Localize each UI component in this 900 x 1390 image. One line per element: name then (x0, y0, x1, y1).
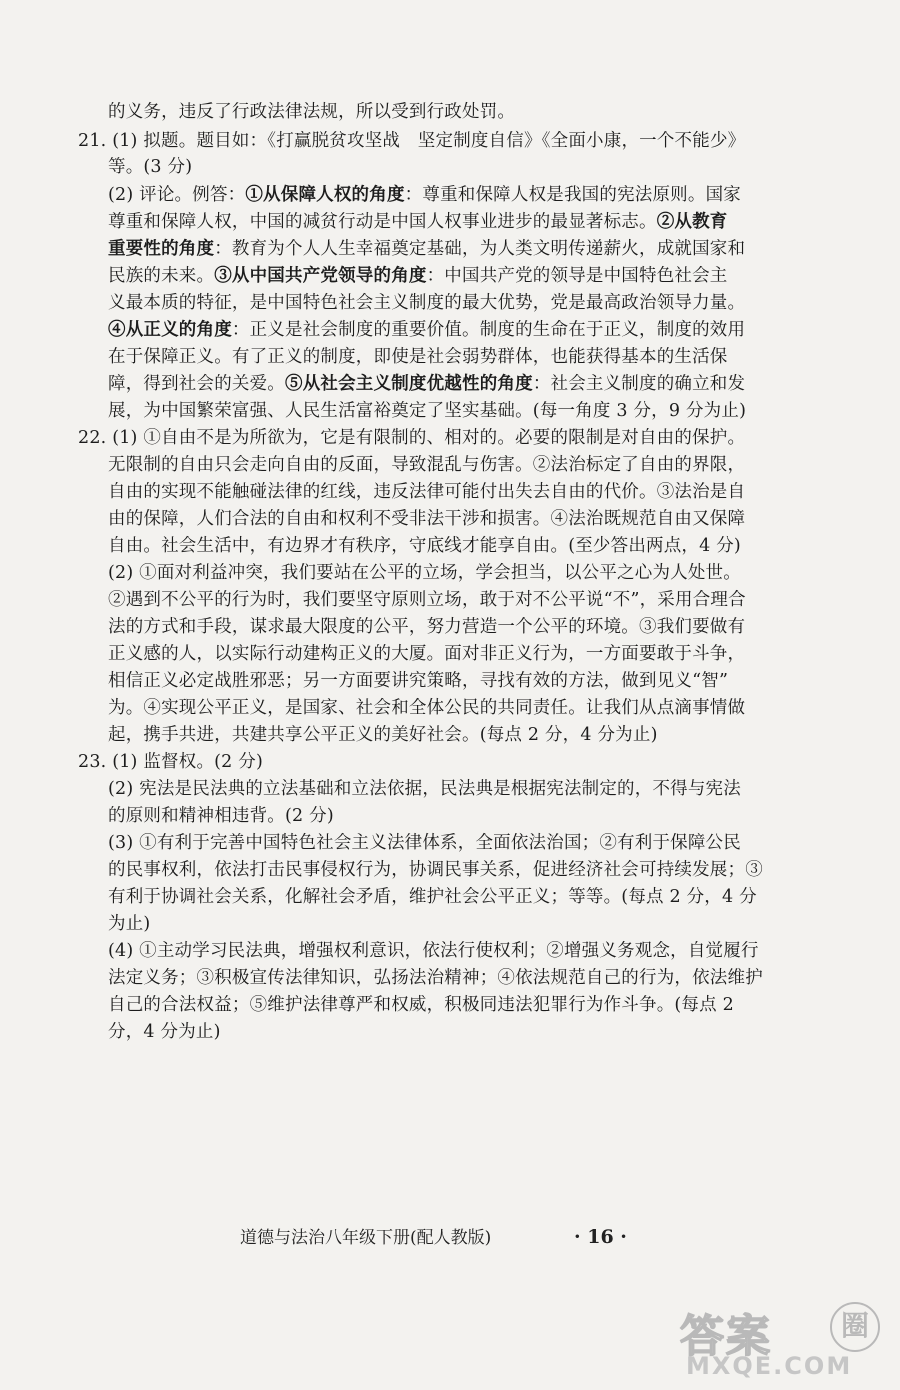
watermark-site: MXQE.COM (686, 1352, 853, 1380)
answer-text: 尊重和保障人权，中国的减贫行动是中国人权事业进步的最显著标志。 (108, 212, 657, 232)
text-line: 相信正义必定战胜邪恶；另一方面要讲究策略，寻找有效的方法，做到见义“智” (108, 671, 729, 691)
answer-prefix: (2) 评论。例答： (108, 185, 246, 205)
text-line (108, 264, 728, 288)
text-line: (2) 宪法是民法典的立法基础和立法依据，民法典是根据宪法制定的，不得与宪法 (108, 779, 741, 799)
question-23-line: 23. (1) 监督权。(2 分) (78, 752, 263, 772)
text-line: 自由的实现不能触碰法律的红线，违反法律可能付出失去自由的代价。③法治是自 (108, 482, 746, 502)
bold-angle-heading: ③从中国共产党领导的角度 (214, 266, 427, 286)
text-line: 有利于协调社会关系，化解社会矛盾，维护社会公平正义；等等。(每点 2 分，4 分 (108, 887, 757, 907)
text-line (108, 237, 745, 261)
answer-text: ：社会主义制度的确立和发 (532, 374, 746, 394)
text-line: 法定义务；③积极宣传法律知识，弘扬法治精神；④依法规范自己的行为，依法维护 (108, 968, 763, 988)
text-line: (2) ①面对利益冲突，我们要站在公平的立场，学会担当，以公平之心为人处世。 (108, 563, 741, 583)
text-line: 自己的合法权益；⑤维护法律尊严和权威，积极同违法犯罪行为作斗争。(每点 2 (108, 995, 734, 1015)
watermark-seal-icon: 圈 (830, 1302, 880, 1352)
bold-angle-heading: ②从教育 (656, 212, 728, 232)
bold-angle-heading: ①从保障人权的角度 (245, 185, 405, 205)
text-line (108, 183, 741, 207)
watermark-logo (680, 1300, 890, 1380)
text-line: 的原则和精神相违背。(2 分) (108, 806, 334, 826)
text-line: 由的保障，人们合法的自由和权利不受非法干涉和损害。④法治既规范自由又保障 (108, 509, 746, 529)
text-line (108, 372, 745, 396)
text-line: 自由。社会生活中，有边界才有秩序，守底线才能享自由。(至少答出两点，4 分) (108, 536, 741, 556)
question-21-line: 21. (1) 拟题。题目如：《打赢脱贫攻坚战 坚定制度自信》《全面小康，一个不能少》 (78, 131, 746, 151)
text-line: 的义务，违反了行政法律法规，所以受到行政处罚。 (108, 102, 516, 122)
text-line: 起，携手共进，共建共享公平正义的美好社会。(每点 2 分，4 分为止) (108, 725, 658, 745)
answer-text: ：正义是社会制度的重要价值。制度的生命在于正义，制度的效用 (231, 320, 746, 340)
answer-text: ：中国共产党的领导是中国特色社会主 (426, 266, 728, 286)
text-line: 的民事权利，依法打击民事侵权行为，协调民事关系，促进经济社会可持续发展；③ (108, 860, 763, 880)
question-22-line: 22. (1) ①自由不是为所欲为，它是有限制的、相对的。必要的限制是对自由的保护。 (78, 428, 746, 448)
text-line: ②遇到不公平的行为时，我们要坚守原则立场，敢于对不公平说“不”，采用合理合 (108, 590, 746, 610)
text-line: 分，4 分为止) (108, 1022, 221, 1042)
answer-text: 障，得到社会的关爱。 (108, 374, 285, 394)
text-line: 正义感的人，以实际行动建构正义的大厦。面对非正义行为，一方面要敢于斗争， (108, 644, 746, 664)
text-line (108, 210, 728, 234)
text-line: 无限制的自由只会走向自由的反面，导致混乱与伤害。②法治标定了自由的界限， (108, 455, 746, 475)
text-line: 在于保障正义。有了正义的制度，即使是社会弱势群体，也能获得基本的生活保 (108, 347, 728, 367)
text-line: 义最本质的特征，是中国特色社会主义制度的最大优势，党是最高政治领导力量。 (108, 293, 746, 313)
text-line: 为。④实现公平正义，是国家、社会和全体公民的共同责任。让我们从点滴事情做 (108, 698, 746, 718)
text-line: (3) ①有利于完善中国特色社会主义法律体系，全面依法治国；②有利于保障公民 (108, 833, 741, 853)
bold-angle-heading: 重要性的角度 (108, 239, 215, 259)
text-line: (4) ①主动学习民法典，增强权利意识，依法行使权利；②增强义务观念，自觉履行 (108, 941, 759, 961)
bold-angle-heading: ⑤从社会主义制度优越性的角度 (285, 374, 533, 394)
watermark-brand: 答案 (680, 1311, 772, 1362)
text-line: 法的方式和手段，谋求最大限度的公平，努力营造一个公平的环境。③我们要做有 (108, 617, 746, 637)
bold-angle-heading: ④从正义的角度 (108, 320, 232, 340)
page-number: · 16 · (574, 1226, 627, 1248)
answer-text: ：教育为个人人生幸福奠定基础，为人类文明传递薪火，成就国家和 (214, 239, 746, 259)
text-line (108, 318, 745, 342)
footer-book-title: 道德与法治八年级下册(配人教版) (240, 1228, 492, 1248)
text-line: 为止) (108, 914, 151, 934)
text-line: 展，为中国繁荣富强、人民生活富裕奠定了坚实基础。(每一角度 3 分，9 分为止) (108, 401, 747, 421)
answer-text: ：尊重和保障人权是我国的宪法原则。国家 (404, 185, 741, 205)
answer-text: 民族的未来。 (108, 266, 215, 286)
text-line: 等。(3 分) (108, 157, 193, 177)
